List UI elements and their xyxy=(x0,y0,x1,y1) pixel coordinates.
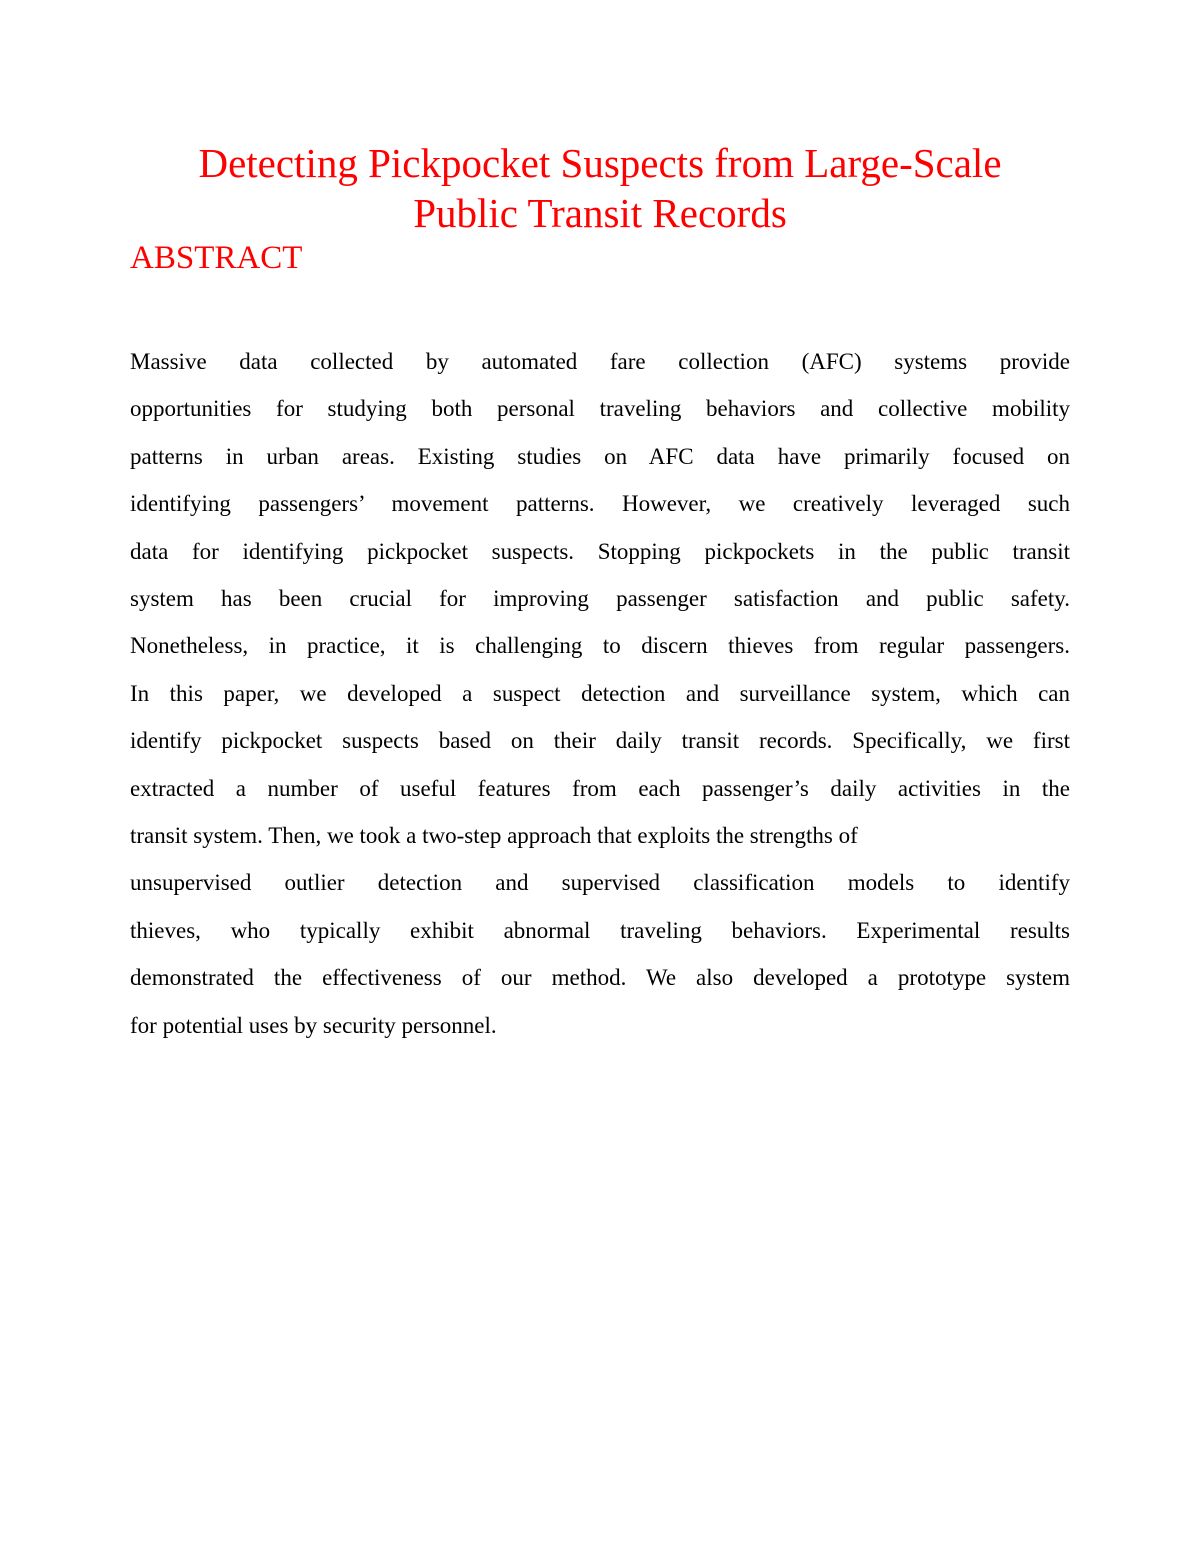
abstract-line: extracted a number of useful features from each passenger’s daily activities in the xyxy=(130,775,1070,801)
abstract-line: Massive data collected by automated fare collection (AFC) systems provide xyxy=(130,349,1070,374)
paper-title xyxy=(100,138,1100,238)
abstract-body xyxy=(130,338,1070,1049)
title-line-2: Public Transit Records xyxy=(413,190,787,236)
abstract-line: system has been crucial for improving passenger satisfaction and public safety. xyxy=(130,586,1070,612)
abstract-line: thieves, who typically exhibit abnormal traveling behaviors. Experimental results xyxy=(130,917,1070,943)
abstract-line: identify pickpocket suspects based on their daily transit records. Specifically, we first xyxy=(130,728,1070,754)
title-line-1: Detecting Pickpocket Suspects from Large-Scale xyxy=(198,140,1002,186)
abstract-line: demonstrated the effectiveness of our method. We also developed a prototype system xyxy=(130,965,1070,991)
abstract-line: transit system. Then, we took a two-step approach that exploits the strengths of xyxy=(130,823,858,849)
abstract-line: Nonetheless, in practice, it is challenging to discern thieves from regular passengers. xyxy=(130,633,1070,659)
abstract-line: unsupervised outlier detection and supervised classification models to identify xyxy=(130,870,1070,896)
abstract-heading: ABSTRACT xyxy=(130,240,303,276)
abstract-line: identifying passengers’ movement patterns. However, we creatively leveraged such xyxy=(130,491,1070,517)
abstract-line: patterns in urban areas. Existing studies on AFC data have primarily focused on xyxy=(130,443,1070,469)
abstract-line: In this paper, we developed a suspect detection and surveillance system, which can xyxy=(130,680,1070,706)
abstract-line: for potential uses by security personnel. xyxy=(130,1012,497,1038)
abstract-line: data for identifying pickpocket suspects. Stopping pickpockets in the public transit xyxy=(130,538,1070,564)
abstract-line: opportunities for studying both personal traveling behaviors and collective mobility xyxy=(130,396,1070,422)
